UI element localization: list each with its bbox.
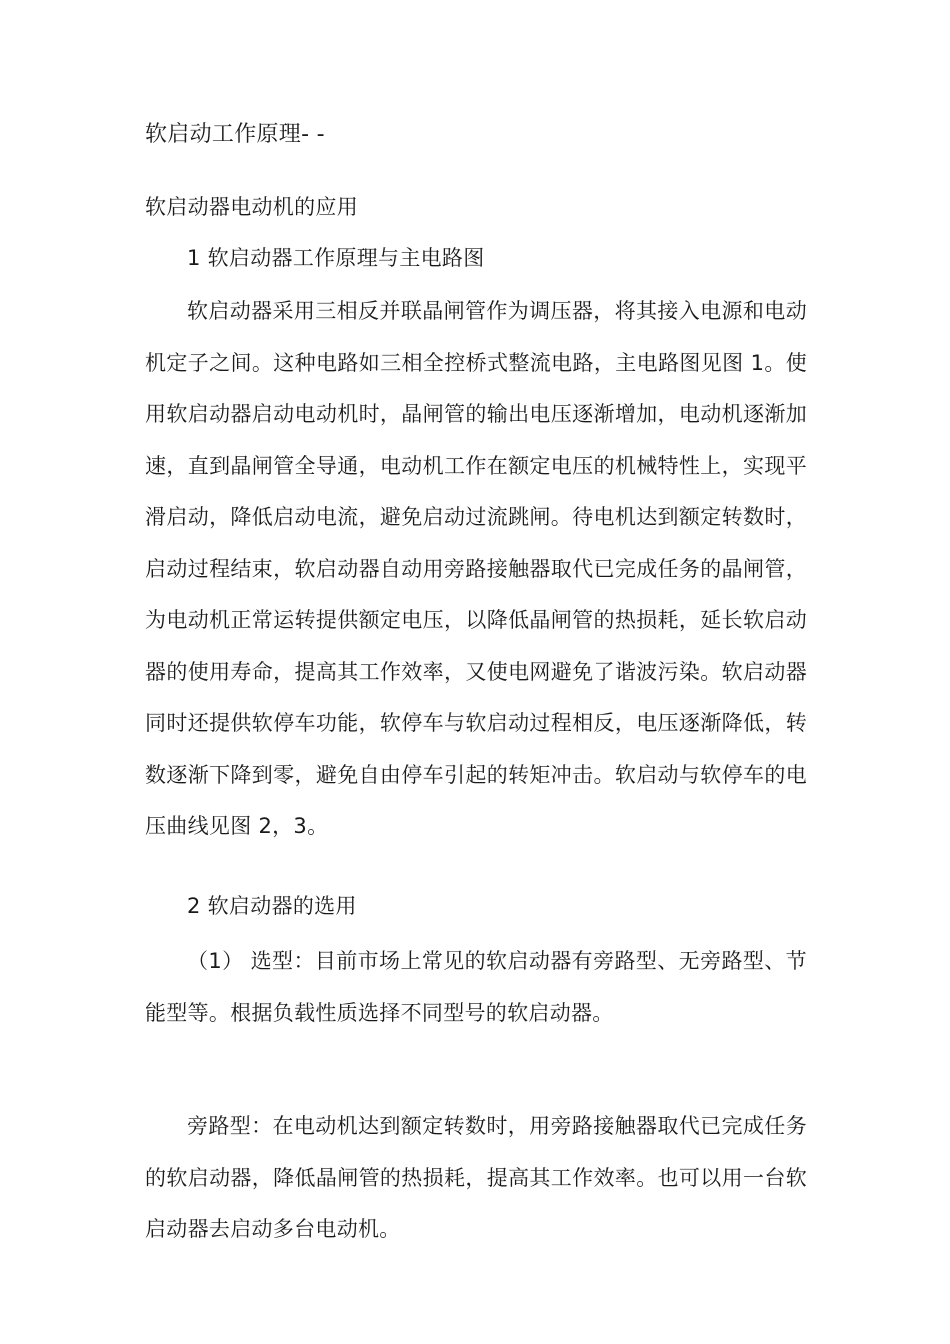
paragraph-working-principle: 软启动器采用三相反并联晶闸管作为调压器，将其接入电源和电动机定子之间。这种电路如三相全控桥式整流电路，主电路图见图 1。使用软启动器启动电动机时，晶闸管的输出电压逐渐增加，电动机逐渐加速，直到晶闸管全导通，电动机工作在额定电压的机械特性上，实现平滑启动，降低启动电流，避免启动过流跳闸。待电机达到额定转数时，启动过程结束，软启动器自动用旁路接触器取代已完成任务的晶闸管，为电动机正常运转提供额定电压，以降低晶闸管的热损耗，延长软启动器的使用寿命，提高其工作效率，又使电网避免了谐波污染。软启动器同时还提供软停车功能，软停车与软启动过程相反，电压逐渐降低，转数逐渐下降到零，避免自由停车引起的转矩冲击。软启动与软停车的电压曲线见图 2，3。	[145, 299, 807, 838]
document-title: 软启动工作原理- -	[145, 122, 325, 147]
subheading-selection: 2 软启动器的选用	[187, 894, 357, 918]
paragraph-bypass-type: 旁路型：在电动机达到额定转数时，用旁路接触器取代已完成任务的软启动器，降低晶闸管的热损耗，提高其工作效率。也可以用一台软启动器去启动多台电动机。	[145, 1114, 807, 1241]
subheading-working-principle: 1 软启动器工作原理与主电路图	[187, 246, 485, 270]
section-heading: 软启动器电动机的应用	[145, 195, 358, 219]
paragraph-selection-type: （1） 选型：目前市场上常见的软启动器有旁路型、无旁路型、节能型等。根据负载性质选择不同型号的软启动器。	[145, 949, 807, 1025]
